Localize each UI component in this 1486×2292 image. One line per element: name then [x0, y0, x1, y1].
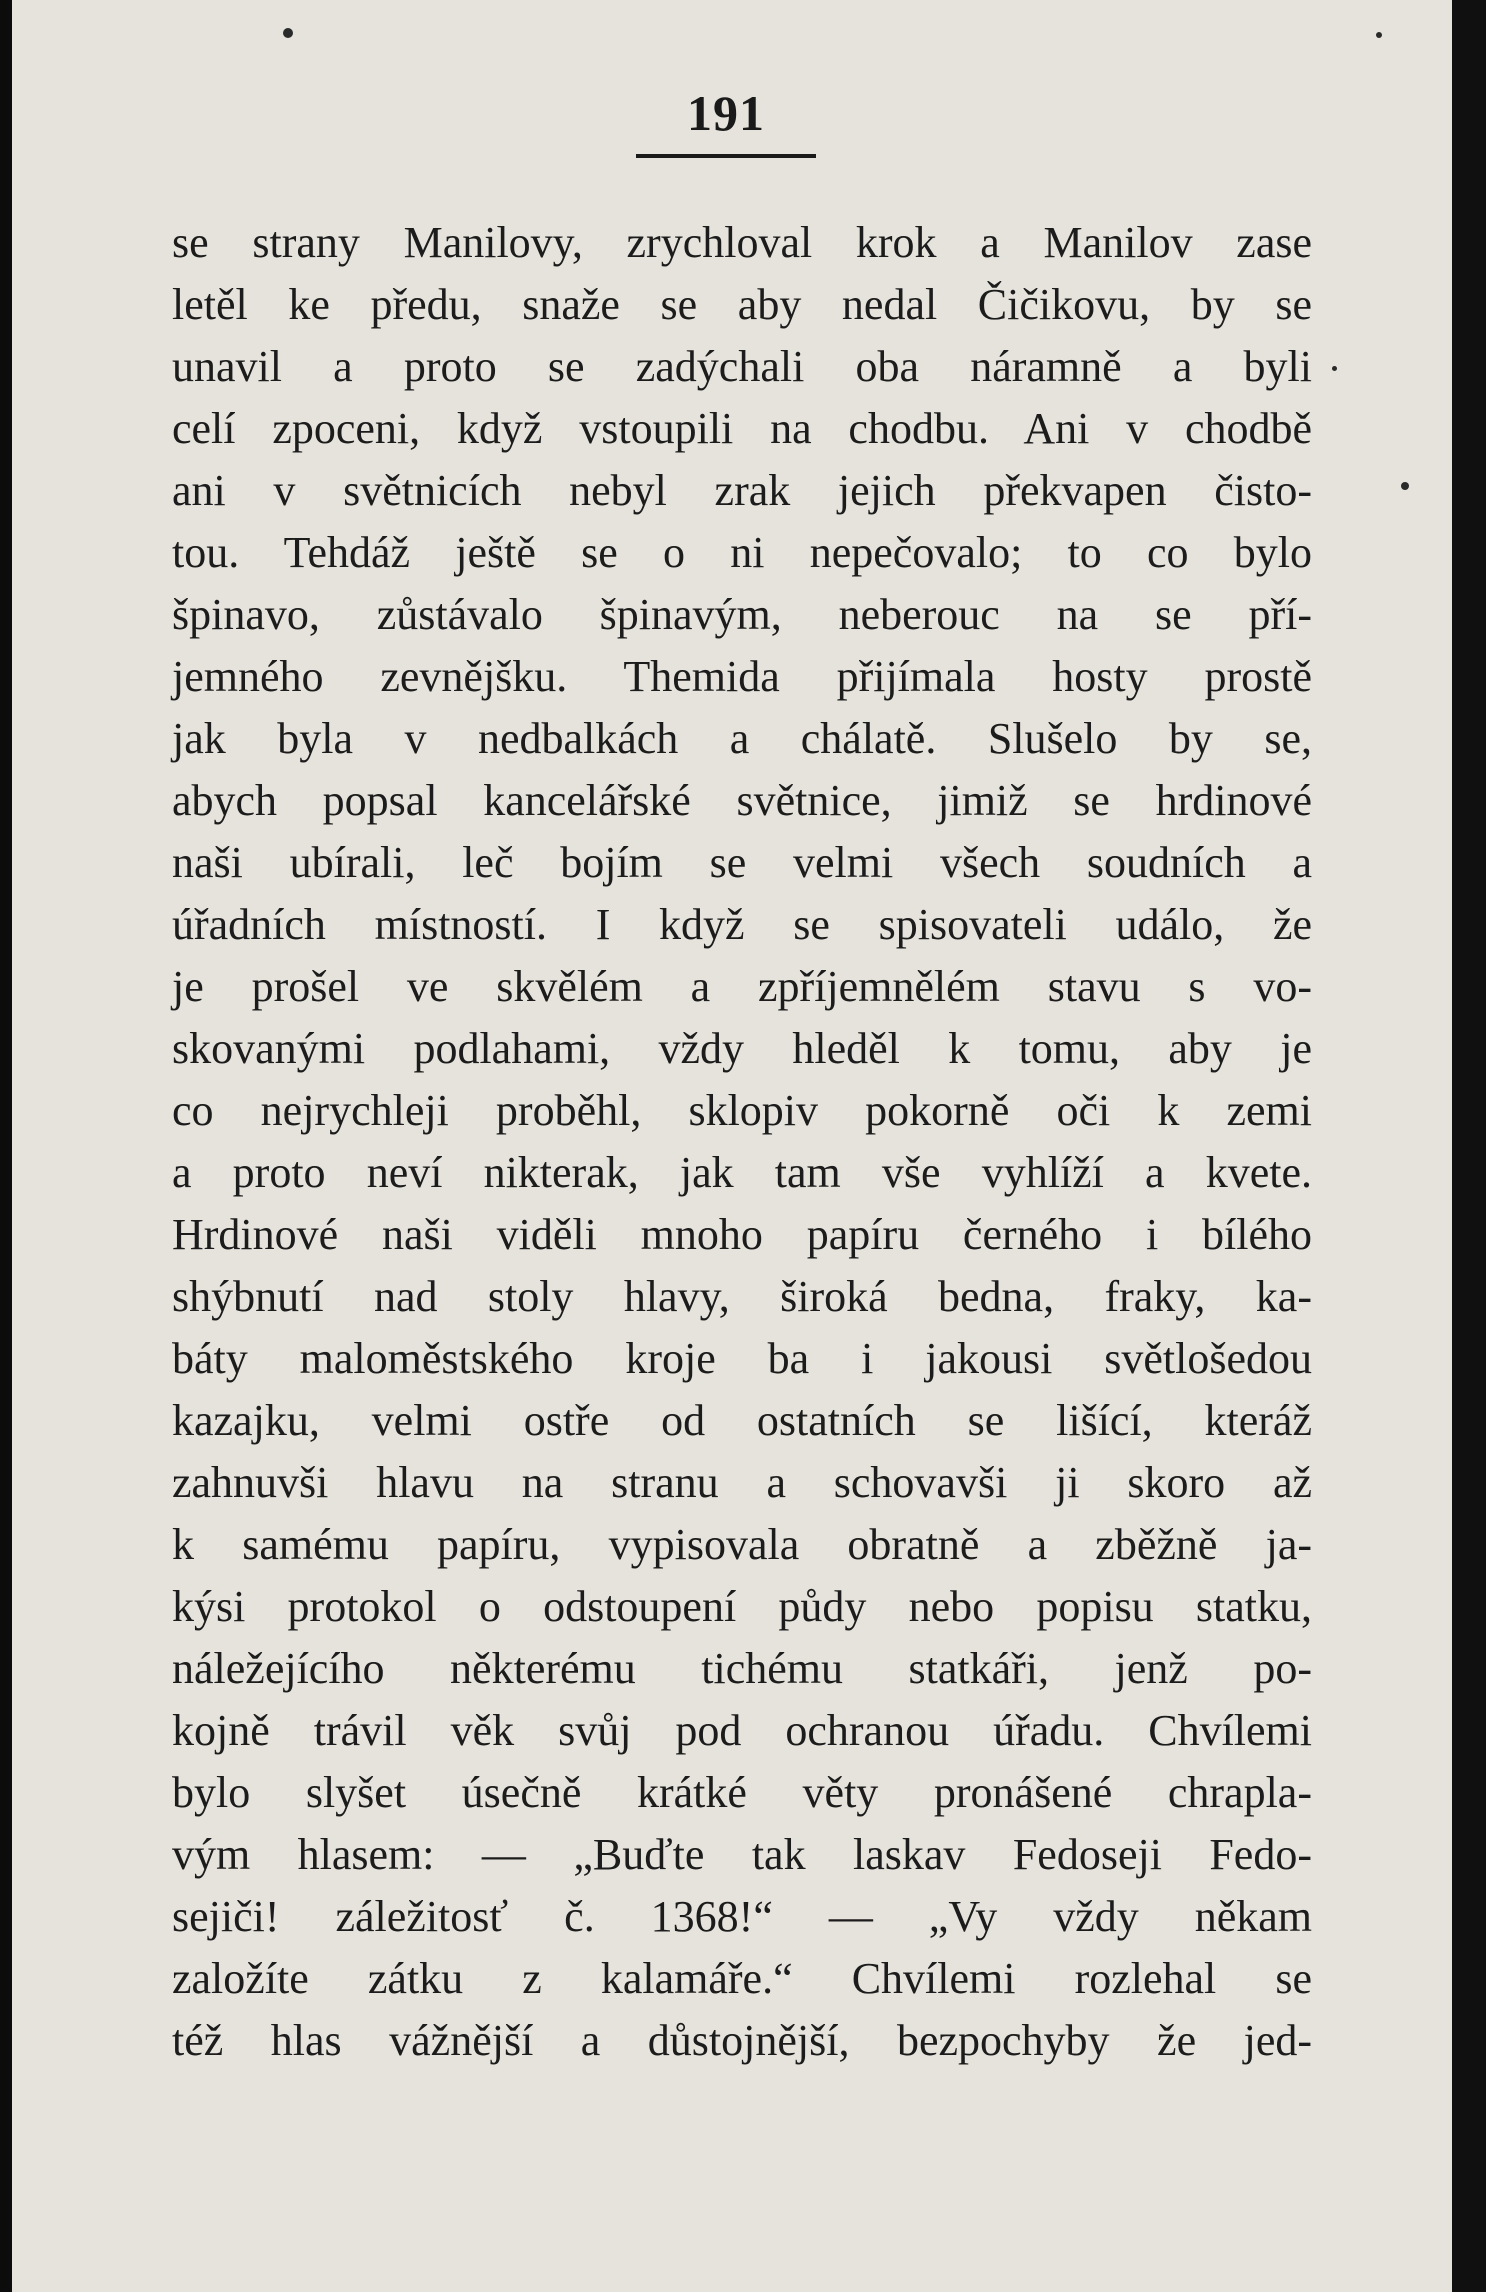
text-line: zahnuvši hlavu na stranu a schovavši ji skoro až — [172, 1458, 1312, 1507]
text-line: Hrdinové naši viděli mnoho papíru černého i bílého — [172, 1210, 1312, 1259]
text-line: tou. Tehdáž ještě se o ni nepečovalo; to co bylo — [172, 528, 1312, 577]
print-speck — [283, 28, 293, 38]
text-line: a proto neví nikterak, jak tam vše vyhlíží a kvete. — [172, 1148, 1312, 1197]
text-line: jemného zevnějšku. Themida přijímala hosty prostě — [172, 652, 1312, 701]
text-line: k samému papíru, vypisovala obratně a zběžně ja- — [172, 1520, 1312, 1569]
text-line: shýbnutí nad stoly hlavy, široká bedna, fraky, ka- — [172, 1272, 1312, 1321]
text-line: letěl ke předu, snaže se aby nedal Čičikovu, by se — [172, 280, 1312, 329]
text-line: ani v světnicích nebyl zrak jejich překvapen čisto- — [172, 466, 1312, 515]
print-speck — [1332, 366, 1337, 371]
text-line: kazajku, velmi ostře od ostatních se lišící, kteráž — [172, 1396, 1312, 1445]
text-line: úřadních místností. I když se spisovateli událo, že — [172, 900, 1312, 949]
print-speck — [1376, 32, 1382, 38]
text-line: abych popsal kancelářské světnice, jimiž se hrdinové — [172, 776, 1312, 825]
page-number-rule — [636, 154, 816, 158]
text-line: skovanými podlahami, vždy hleděl k tomu, aby je — [172, 1024, 1312, 1073]
page-number: 191 — [687, 85, 765, 141]
text-line: je prošel ve skvělém a zpříjemnělém stavu s vo- — [172, 962, 1312, 1011]
text-line: bylo slyšet úsečně krátké věty pronášené chrapla- — [172, 1768, 1312, 1817]
text-line: se strany Manilovy, zrychloval krok a Manilov zase — [172, 218, 1312, 267]
text-line: špinavo, zůstávalo špinavým, neberouc na se pří- — [172, 590, 1312, 639]
text-line: báty maloměstského kroje ba i jakousi světlošedou — [172, 1334, 1312, 1383]
text-line: co nejrychleji proběhl, sklopiv pokorně oči k zemi — [172, 1086, 1312, 1135]
text-line: kýsi protokol o odstoupení půdy nebo popisu statku, — [172, 1582, 1312, 1631]
scan-border — [1452, 0, 1486, 2292]
print-speck — [1401, 482, 1409, 490]
text-line: jak byla v nedbalkách a chálatě. Slušelo by se, — [172, 714, 1312, 763]
text-line: sejiči! záležitosť č. 1368!“ — „Vy vždy někam — [172, 1892, 1312, 1941]
text-line: vým hlasem: — „Buďte tak laskav Fedoseji Fedo- — [172, 1830, 1312, 1879]
text-line: též hlas vážnější a důstojnější, bezpochyby že jed- — [172, 2016, 1312, 2065]
text-line: kojně trávil věk svůj pod ochranou úřadu. Chvílemi — [172, 1706, 1312, 1755]
text-line: naši ubírali, leč bojím se velmi všech soudních a — [172, 838, 1312, 887]
text-line: celí zpoceni, když vstoupili na chodbu. Ani v chodbě — [172, 404, 1312, 453]
text-line: unavil a proto se zadýchali oba náramně a byli — [172, 342, 1312, 391]
page-body-text — [172, 212, 1312, 2072]
text-line: náležejícího některému tichému statkáři, jenž po- — [172, 1644, 1312, 1693]
text-line: založíte zátku z kalamáře.“ Chvílemi rozlehal se — [172, 1954, 1312, 2003]
